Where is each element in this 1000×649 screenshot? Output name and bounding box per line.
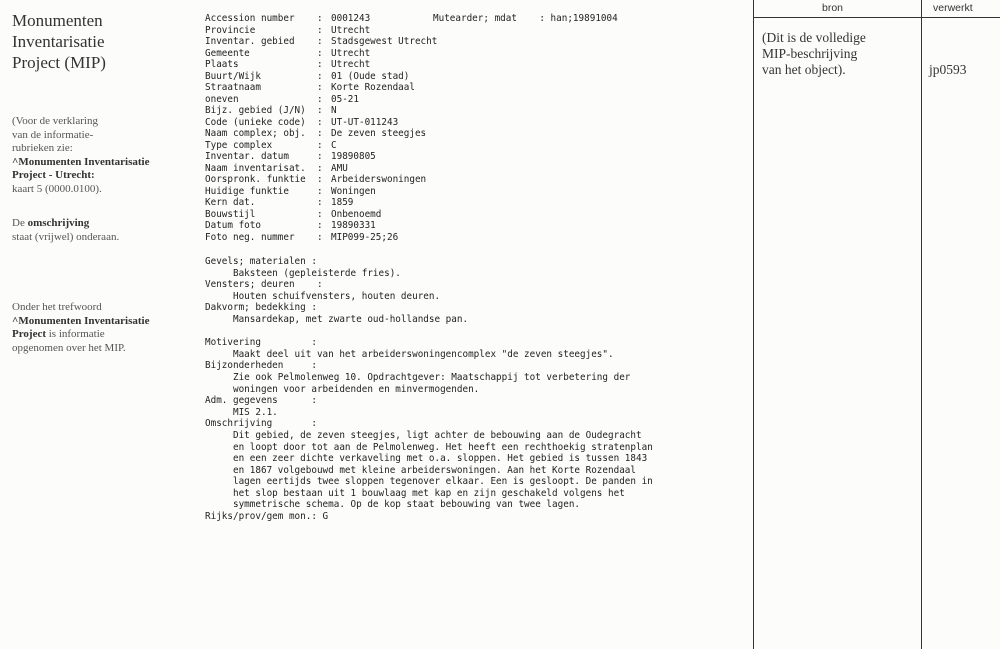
field-row [205, 232, 653, 244]
field-label: Oorspronk. funktie [205, 174, 306, 185]
text-line: Bijzonderheden : [205, 360, 317, 372]
column-divider-left [753, 0, 754, 649]
field-row [205, 105, 653, 117]
field-value: Korte Rozendaal [331, 82, 415, 93]
field-colon: : [317, 116, 323, 128]
field-value: Woningen [331, 185, 376, 197]
field-label: Inventar. datum [205, 151, 289, 162]
field-label: Bouwstijl [205, 208, 256, 220]
text-line: en loopt door tot aan de Pelmolenweg. Het heeft een rechthoekig stratenplan [205, 441, 653, 453]
field-value: Stadsgewest Utrecht [331, 36, 438, 47]
text-line: Vensters; deuren : [205, 279, 323, 291]
field-row [205, 220, 653, 232]
field-colon: : [317, 208, 323, 220]
field-colon: : [317, 105, 323, 116]
field-label: Inventar. gebied [205, 36, 295, 47]
field-value: Utrecht [331, 59, 371, 70]
field-row [205, 82, 653, 94]
text-line: Dit gebied, de zeven steegjes, ligt achter de bebouwing aan de Oudegracht [205, 429, 642, 441]
mip-title: Monumenten Inventarisatie Project (MIP) [12, 11, 106, 72]
text-line: symmetrische schema. Op de kop staat bebouwing van twee lagen. [205, 499, 581, 511]
field-colon: : [317, 13, 323, 24]
text-line: Motivering : [205, 337, 317, 349]
bron-text: (Dit is de volledige MIP-beschrijving van het object). [762, 30, 866, 77]
field-row [205, 128, 653, 140]
field-colon: : [317, 36, 323, 47]
field-value: N [331, 105, 337, 116]
field-value: AMU [331, 162, 348, 174]
text-line: Mansardekap, met zwarte oud-hollandse pan. [205, 313, 469, 325]
field-value: Onbenoemd [331, 208, 382, 220]
column-divider-right [921, 0, 922, 649]
text-line: Zie ook Pelmolenweg 10. Opdrachtgever: Maatschappij tot verbetering der [205, 371, 631, 383]
field-label: Naam complex; obj. [205, 128, 306, 139]
field-label: Gemeente [205, 47, 250, 59]
field-colon: : [317, 128, 323, 139]
header-verwerkt: verwerkt [933, 2, 973, 14]
field-colon: : [317, 174, 323, 185]
field-label: Accession number [205, 13, 295, 24]
field-colon: : [317, 24, 323, 36]
field-colon: : [317, 185, 323, 197]
field-label: Huidige funktie [205, 185, 289, 197]
field-colon: : [317, 82, 323, 93]
field-row [205, 151, 653, 163]
header-rule [753, 17, 1000, 18]
field-value: 19890331 [331, 220, 376, 231]
text-line: Baksteen (gepleisterde fries). [205, 267, 401, 279]
field-label: Buurt/Wijk [205, 70, 261, 82]
description-block [205, 256, 653, 523]
text-line: Omschrijving : [205, 418, 317, 430]
note-omschrijving: De omschrijving staat (vrijwel) onderaan. [12, 217, 120, 243]
verwerkt-code: jp0593 [929, 62, 967, 77]
field-list [205, 13, 653, 243]
text-line: Dakvorm; bedekking : [205, 302, 317, 314]
mutation-info: Mutearder; mdat : han;19891004 [433, 13, 618, 24]
text-line: woningen voor arbeidenden en minvermogenden. [205, 383, 480, 395]
field-label: oneven [205, 93, 239, 105]
record-main [205, 13, 653, 523]
field-colon: : [317, 231, 323, 243]
field-label: Type complex [205, 139, 273, 151]
note-verklaring: (Voor de verklaring van de informatie- rubrieken zie: ^Monumenten Inventarisatie Project - Utrecht: kaart 5 (0000.0100). [12, 115, 150, 195]
text-line: Houten schuifvensters, houten deuren. [205, 290, 441, 302]
field-value: De zeven steegjes [331, 128, 427, 139]
text-line: Maakt deel uit van het arbeiderswoningencomplex "de zeven steegjes". [205, 348, 614, 360]
field-row [205, 163, 653, 175]
field-value: Utrecht [331, 24, 371, 36]
text-line: Rijks/prov/gem mon.: G [205, 511, 329, 523]
field-value: 01 (Oude stad) [331, 70, 410, 82]
field-colon: : [317, 47, 323, 59]
field-value: C [331, 139, 337, 151]
field-colon: : [317, 59, 323, 70]
text-line [205, 326, 653, 338]
field-label: Straatnaam [205, 82, 261, 93]
field-label: Bijz. gebied (J/N) [205, 105, 306, 116]
field-row [205, 48, 653, 60]
header-bron: bron [822, 2, 844, 14]
field-colon: : [317, 151, 323, 162]
field-label: Plaats [205, 59, 239, 70]
field-colon: : [317, 93, 323, 105]
field-value: Arbeiderswoningen [331, 174, 427, 185]
field-label: Code (unieke code) [205, 116, 306, 128]
text-line: lagen eertijds twee sloppen tegenover elkaar. Een is gesloopt. De panden in [205, 476, 653, 488]
left-column [12, 10, 192, 355]
field-value: Utrecht [331, 47, 371, 59]
field-colon: : [317, 162, 323, 174]
field-label: Foto neg. nummer [205, 231, 295, 243]
field-label: Provincie [205, 24, 256, 36]
field-value: 19890805 [331, 151, 376, 162]
field-row [205, 71, 653, 83]
field-row [205, 197, 653, 209]
field-value: UT-UT-011243 [331, 116, 399, 128]
field-colon: : [317, 139, 323, 151]
text-line: het slop bestaan uit 1 bouwlaag met kap en zijn geschakeld volgens het [205, 487, 625, 499]
field-value: 1859 [331, 197, 354, 208]
field-colon: : [317, 70, 323, 82]
field-row [205, 174, 653, 186]
field-colon: : [317, 220, 323, 231]
field-row [205, 25, 653, 37]
text-line: en een zeer dichte verkaveling met o.a. sloppen. Het gebied is tussen 1843 [205, 453, 648, 465]
text-line: MIS 2.1. [205, 406, 278, 418]
field-row [205, 186, 653, 198]
field-value: MIP099-25;26 [331, 231, 399, 243]
field-label: Naam inventarisat. [205, 162, 306, 174]
field-row [205, 209, 653, 221]
field-row [205, 59, 653, 71]
text-line: en 1867 volgebouwd met kleine arbeiderswoningen. Aan het Korte Rozendaal [205, 464, 636, 476]
field-value: 05-21 [331, 93, 359, 105]
field-colon: : [317, 197, 323, 208]
field-row [205, 94, 653, 106]
note-trefwoord: Onder het trefwoord ^Monumenten Inventarisatie Project is informatie opgenomen over het MIP. [12, 301, 150, 354]
text-line: Adm. gegevens : [205, 395, 317, 407]
text-line: Gevels; materialen : [205, 256, 317, 267]
field-label: Datum foto [205, 220, 261, 231]
field-row [205, 140, 653, 152]
field-row [205, 117, 653, 129]
field-label: Kern dat. [205, 197, 256, 208]
field-value: 0001243 [331, 13, 371, 24]
field-row [205, 36, 653, 48]
